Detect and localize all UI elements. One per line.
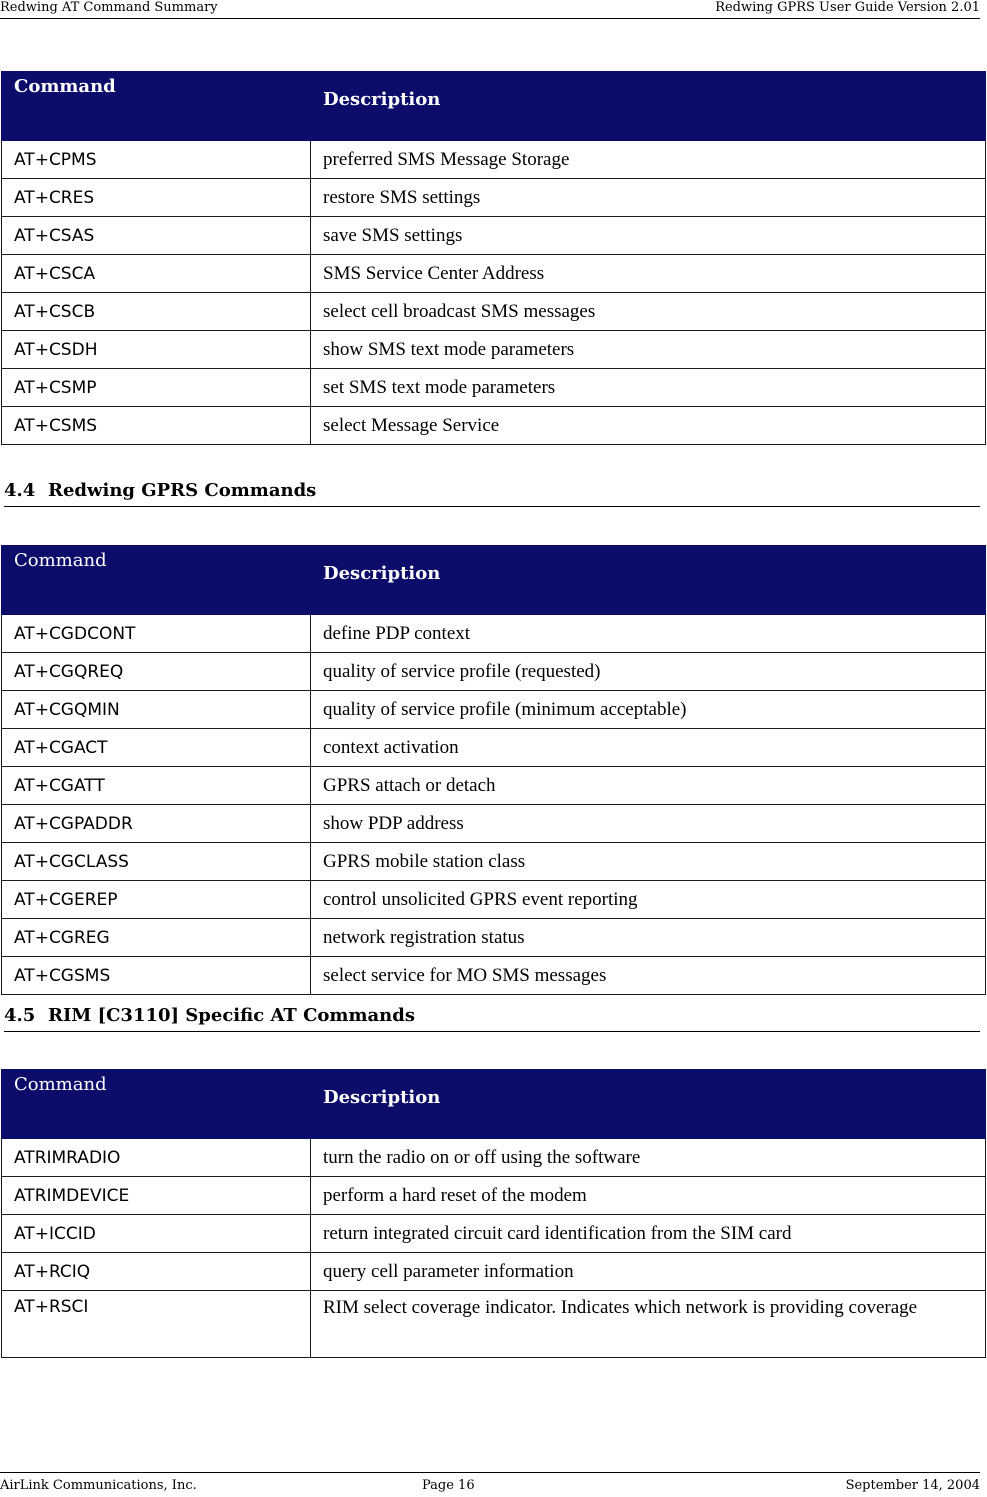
command-cell: ATRIMDEVICE [2, 1177, 311, 1215]
table-row [2, 369, 986, 407]
command-cell: AT+CSCB [2, 293, 311, 331]
command-cell: AT+CGPADDR [2, 805, 311, 843]
description-cell: select Message Service [311, 407, 986, 445]
command-cell: AT+CSDH [2, 331, 311, 369]
command-cell: AT+CGATT [2, 767, 311, 805]
table-row [2, 805, 986, 843]
table-row [2, 729, 986, 767]
command-cell: AT+CSCA [2, 255, 311, 293]
command-cell: ATRIMRADIO [2, 1139, 311, 1177]
description-cell: quality of service profile (minimum acceptable) [311, 691, 986, 729]
command-cell: AT+CSMS [2, 407, 311, 445]
footer-date: September 14, 2004 [845, 1478, 980, 1493]
section-number: 4.5 [4, 1005, 36, 1026]
description-cell: query cell parameter information [311, 1253, 986, 1291]
command-cell: AT+CGCLASS [2, 843, 311, 881]
table-row [2, 881, 986, 919]
command-cell: AT+CRES [2, 179, 311, 217]
section-heading-4-5 [4, 1003, 980, 1032]
description-cell: GPRS mobile station class [311, 843, 986, 881]
command-cell: AT+CGQREQ [2, 653, 311, 691]
column-header-command: Command [2, 72, 311, 141]
description-cell: preferred SMS Message Storage [311, 141, 986, 179]
command-cell: AT+CGACT [2, 729, 311, 767]
rim-commands-table [1, 1069, 986, 1358]
table-row [2, 331, 986, 369]
table-row [2, 691, 986, 729]
table-row [2, 919, 986, 957]
section-title: Redwing GPRS Commands [48, 480, 317, 501]
table-row [2, 1215, 986, 1253]
table-row [2, 255, 986, 293]
description-cell: context activation [311, 729, 986, 767]
description-cell: show SMS text mode parameters [311, 331, 986, 369]
description-cell: select service for MO SMS messages [311, 957, 986, 995]
command-cell: AT+RCIQ [2, 1253, 311, 1291]
description-cell: set SMS text mode parameters [311, 369, 986, 407]
table-row [2, 1177, 986, 1215]
table-row [2, 179, 986, 217]
command-cell: AT+RSCI [2, 1291, 311, 1358]
column-header-description: Description [311, 1070, 986, 1139]
section-title: RIM [C3110] Specific AT Commands [48, 1005, 415, 1026]
command-cell: AT+CSAS [2, 217, 311, 255]
table-row [2, 141, 986, 179]
header-doc-title: Redwing AT Command Summary [0, 0, 218, 15]
description-cell: quality of service profile (requested) [311, 653, 986, 691]
description-cell: GPRS attach or detach [311, 767, 986, 805]
command-cell: AT+CSMP [2, 369, 311, 407]
description-cell: SMS Service Center Address [311, 255, 986, 293]
page-header [0, 0, 980, 19]
description-cell: show PDP address [311, 805, 986, 843]
table-header-row [2, 546, 986, 615]
table-row [2, 293, 986, 331]
gprs-commands-table [1, 545, 986, 995]
column-header-command: Command [2, 546, 311, 615]
command-cell: AT+CPMS [2, 141, 311, 179]
description-cell: network registration status [311, 919, 986, 957]
description-cell: return integrated circuit card identification from the SIM card [311, 1215, 986, 1253]
table-row [2, 217, 986, 255]
footer-page-number: Page 16 [422, 1478, 475, 1493]
description-cell: select cell broadcast SMS messages [311, 293, 986, 331]
description-cell: perform a hard reset of the modem [311, 1177, 986, 1215]
table-row [2, 767, 986, 805]
column-header-command: Command [2, 1070, 311, 1139]
table-row [2, 1139, 986, 1177]
footer-company: AirLink Communications, Inc. [0, 1478, 197, 1493]
table-row [2, 1291, 986, 1358]
table-row [2, 407, 986, 445]
description-cell: turn the radio on or off using the software [311, 1139, 986, 1177]
command-cell: AT+CGREG [2, 919, 311, 957]
description-cell: define PDP context [311, 615, 986, 653]
description-cell: restore SMS settings [311, 179, 986, 217]
table-row [2, 1253, 986, 1291]
header-guide-version: Redwing GPRS User Guide Version 2.01 [715, 0, 980, 15]
column-header-description: Description [311, 72, 986, 141]
table-row [2, 957, 986, 995]
command-cell: AT+CGSMS [2, 957, 311, 995]
command-cell: AT+CGEREP [2, 881, 311, 919]
command-cell: AT+CGDCONT [2, 615, 311, 653]
table-header-row [2, 1070, 986, 1139]
description-cell: save SMS settings [311, 217, 986, 255]
table-header-row [2, 72, 986, 141]
page-footer [0, 1472, 980, 1495]
section-number: 4.4 [4, 480, 36, 501]
description-cell: RIM select coverage indicator. Indicates which network is providing coverage [311, 1291, 986, 1358]
description-cell: control unsolicited GPRS event reporting [311, 881, 986, 919]
table-row [2, 843, 986, 881]
table-row [2, 615, 986, 653]
command-cell: AT+CGQMIN [2, 691, 311, 729]
command-cell: AT+ICCID [2, 1215, 311, 1253]
column-header-description: Description [311, 546, 986, 615]
section-heading-4-4 [4, 478, 980, 507]
table-row [2, 653, 986, 691]
sms-commands-table [1, 71, 986, 445]
